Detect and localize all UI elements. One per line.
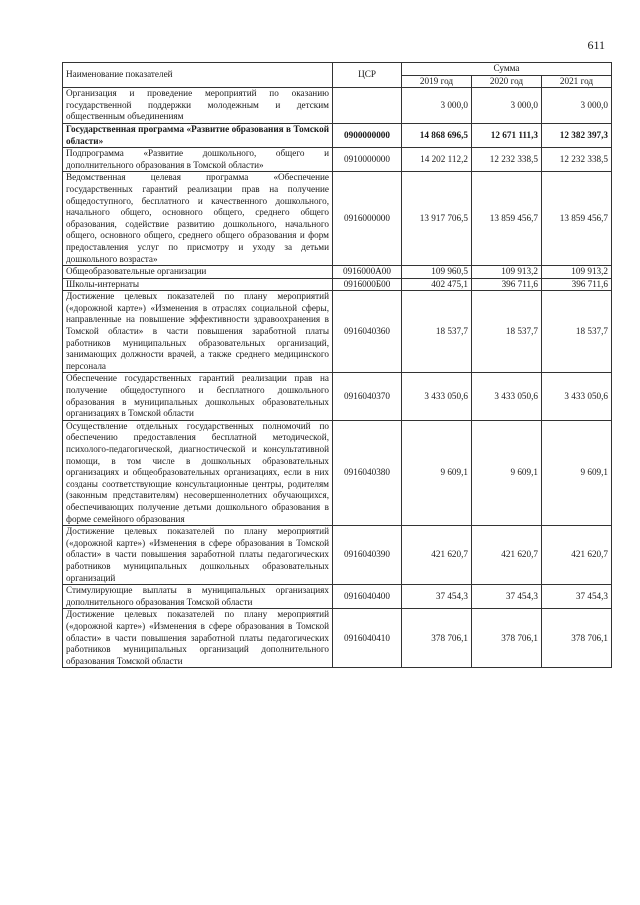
row-value-2019: 402 475,1: [402, 278, 472, 291]
row-name-cell: Организация и проведение мероприятий по оказанию государственной поддержки молодежным и детским общественным объединениям: [63, 88, 333, 124]
row-value-2020: 421 620,7: [472, 526, 542, 585]
header-year-2019: 2019 год: [402, 75, 472, 88]
header-name: Наименование показателей: [63, 63, 333, 88]
row-name-cell: Достижение целевых показателей по плану мероприятий («дорожной карте») «Изменения в сфере образования в Томской области» в части повышения заработной платы педагогических работников муниципальных организаций дополнительного образования Томской области: [63, 609, 333, 668]
row-value-2019: 14 202 112,2: [402, 148, 472, 172]
row-name-cell: Школы-интернаты: [63, 278, 333, 291]
table-row: [63, 88, 612, 124]
row-csr-cell: 0916040370: [333, 373, 402, 420]
row-csr-cell: 0916040400: [333, 585, 402, 609]
row-value-2021: 3 000,0: [542, 88, 612, 124]
row-value-2021: 9 609,1: [542, 420, 612, 525]
row-csr-cell: 0910000000: [333, 148, 402, 172]
row-name-cell: Достижение целевых показателей по плану мероприятий («дорожной карте») «Изменения в сфере образования в Томской области» в части повышения заработной платы педагогических работников муниципальных дошкольных образовательных организаций: [63, 526, 333, 585]
row-value-2020: 12 232 338,5: [472, 148, 542, 172]
row-value-2021: 3 433 050,6: [542, 373, 612, 420]
row-value-2021: 13 859 456,7: [542, 172, 612, 266]
row-csr-cell: 0916040380: [333, 420, 402, 525]
header-year-2021: 2021 год: [542, 75, 612, 88]
row-value-2021: 109 913,2: [542, 266, 612, 279]
table-row: [63, 148, 612, 172]
row-value-2020: 37 454,3: [472, 585, 542, 609]
row-value-2019: 3 433 050,6: [402, 373, 472, 420]
row-value-2020: 3 000,0: [472, 88, 542, 124]
row-value-2019: 378 706,1: [402, 609, 472, 668]
row-name-cell: Осуществление отдельных государственных полномочий по обеспечению предоставления бесплатной методической, психолого-педагогической, диагностической и консультативной помощи, в том числе в дошкольных образовательных организациях и общеобразовательных организациях, если в них созданы соответствующие консультационные центры, родителям (законным представителям) несовершеннолетних обучающихся, обеспечивающих получение детьми дошкольного образования в форме семейного образования: [63, 420, 333, 525]
row-value-2020: 378 706,1: [472, 609, 542, 668]
row-value-2020: 9 609,1: [472, 420, 542, 525]
row-value-2021: 378 706,1: [542, 609, 612, 668]
row-csr-cell: 0916000Б00: [333, 278, 402, 291]
header-year-2020: 2020 год: [472, 75, 542, 88]
budget-table: [62, 62, 612, 668]
table-row: [63, 609, 612, 668]
row-value-2020: 13 859 456,7: [472, 172, 542, 266]
row-value-2019: 14 868 696,5: [402, 123, 472, 147]
table-header-row: [63, 63, 612, 76]
table-row: [63, 420, 612, 525]
header-csr: ЦСР: [333, 63, 402, 88]
row-name-cell: Обеспечение государственных гарантий реализации прав на получение общедоступного и бесплатного дошкольного образования в муниципальных дошкольных образовательных организациях в Томской области: [63, 373, 333, 420]
row-value-2020: 3 433 050,6: [472, 373, 542, 420]
row-name-cell: Общеобразовательные организации: [63, 266, 333, 279]
row-value-2019: 109 960,5: [402, 266, 472, 279]
row-value-2021: 18 537,7: [542, 291, 612, 373]
row-csr-cell: 0916040360: [333, 291, 402, 373]
table-row: [63, 266, 612, 279]
table-row: [63, 172, 612, 266]
row-csr-cell: 0916040390: [333, 526, 402, 585]
row-value-2020: 18 537,7: [472, 291, 542, 373]
row-csr-cell: 0900000000: [333, 123, 402, 147]
row-value-2020: 109 913,2: [472, 266, 542, 279]
row-name-cell: Государственная программа «Развитие образования в Томской области»: [63, 123, 333, 147]
row-value-2019: 3 000,0: [402, 88, 472, 124]
row-value-2021: 396 711,6: [542, 278, 612, 291]
row-value-2019: 18 537,7: [402, 291, 472, 373]
row-value-2021: 37 454,3: [542, 585, 612, 609]
row-value-2020: 396 711,6: [472, 278, 542, 291]
table-row: [63, 585, 612, 609]
row-csr-cell: 0916000А00: [333, 266, 402, 279]
table-body: [63, 88, 612, 668]
header-sum: Сумма: [402, 63, 612, 76]
table-row: [63, 123, 612, 147]
row-value-2019: 13 917 706,5: [402, 172, 472, 266]
table-row: [63, 526, 612, 585]
table-row: [63, 291, 612, 373]
row-name-cell: Подпрограмма «Развитие дошкольного, общего и дополнительного образования в Томской области»: [63, 148, 333, 172]
table-row: [63, 278, 612, 291]
row-name-cell: Достижение целевых показателей по плану мероприятий («дорожной карте») «Изменения в отраслях социальной сферы, направленные на повышение эффективности здравоохранения в Томской области» в части повышения заработной платы работников муниципальных образовательных организаций, занимающих должности врачей, а также среднего медицинского персонала: [63, 291, 333, 373]
row-name-cell: Стимулирующие выплаты в муниципальных организациях дополнительного образования Томской области: [63, 585, 333, 609]
row-csr-cell: 0916040410: [333, 609, 402, 668]
row-name-cell: Ведомственная целевая программа «Обеспечение государственных гарантий реализации прав на получение общедоступного, бесплатного и качественного дошкольного, начального общего, основного общего, среднего общего образования, содействие развитию дошкольного, начального общего, основного общего, среднего общего образования и форм предоставления услуг по присмотру и уходу за детьми дошкольного возраста»: [63, 172, 333, 266]
table-row: [63, 373, 612, 420]
row-value-2019: 37 454,3: [402, 585, 472, 609]
row-csr-cell: [333, 88, 402, 124]
row-csr-cell: 0916000000: [333, 172, 402, 266]
row-value-2019: 9 609,1: [402, 420, 472, 525]
row-value-2021: 12 382 397,3: [542, 123, 612, 147]
row-value-2021: 421 620,7: [542, 526, 612, 585]
row-value-2020: 12 671 111,3: [472, 123, 542, 147]
row-value-2021: 12 232 338,5: [542, 148, 612, 172]
page-number: 611: [587, 38, 605, 52]
row-value-2019: 421 620,7: [402, 526, 472, 585]
